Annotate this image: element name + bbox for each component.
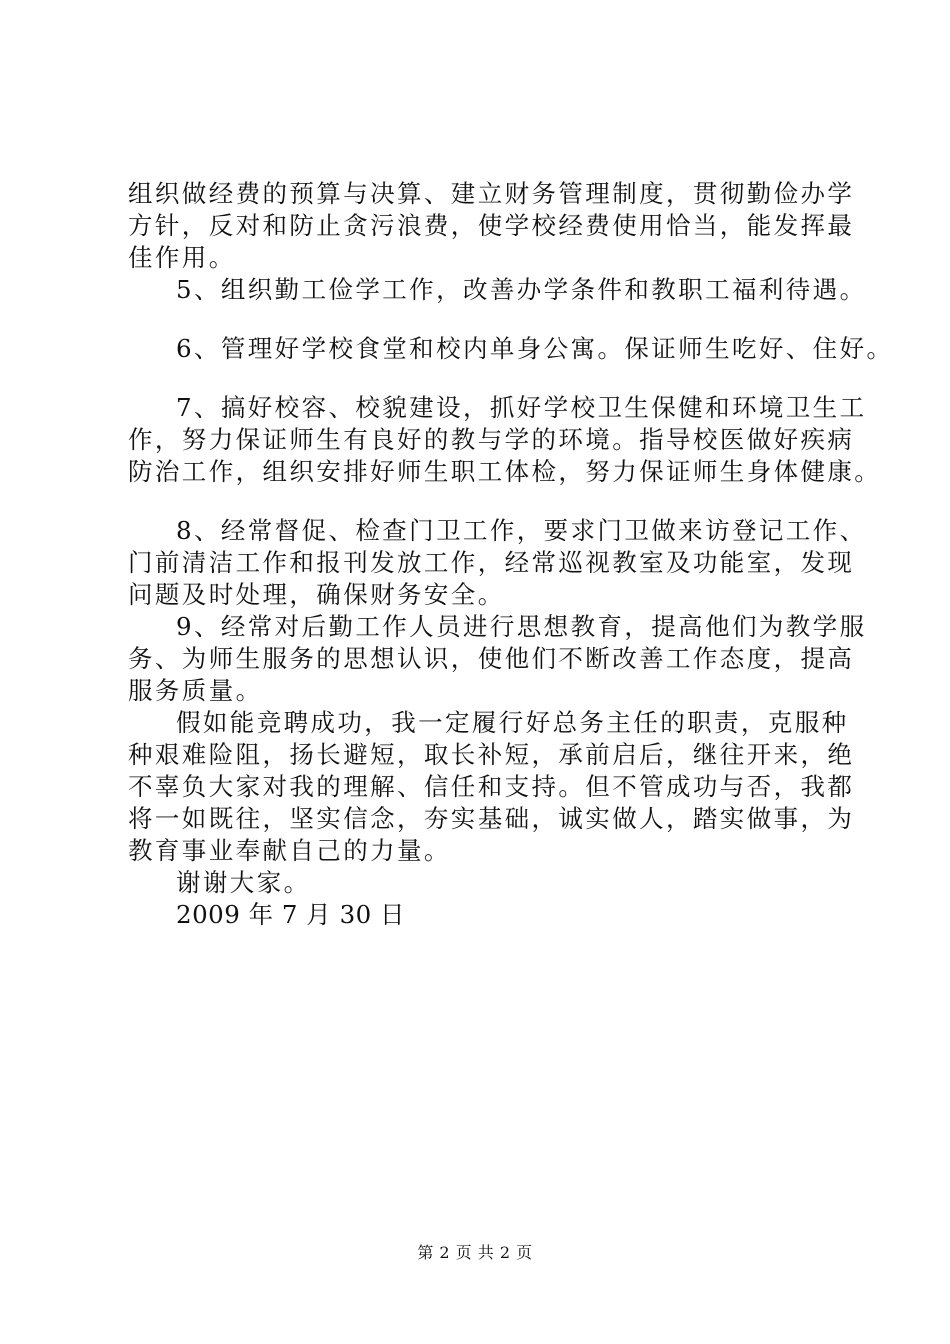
page-number-footer: 第 2 页 共 2 页 <box>417 1243 533 1262</box>
text-line: 门前清洁工作和报刊发放工作，经常巡视教室及功能室，发现 <box>128 548 855 577</box>
text-line: 方针，反对和防止贪污浪费，使学校经费使用恰当，能发挥最 <box>128 211 855 240</box>
text-line: 9、经常对后勤工作人员进行思想教育，提高他们为教学服 <box>176 612 867 641</box>
date-line: 2009 年 7 月 30 日 <box>176 900 406 929</box>
text-line: 作，努力保证师生有良好的教与学的环境。指导校医做好疾病 <box>128 425 855 454</box>
text-line: 5、组织勤工俭学工作，改善办学条件和教职工福利待遇。 <box>176 275 867 304</box>
text-line: 7、搞好校容、校貌建设，抓好学校卫生保健和环境卫生工 <box>176 393 867 422</box>
text-line: 组织做经费的预算与决算、建立财务管理制度，贯彻勤俭办学 <box>128 179 855 208</box>
closing-line: 谢谢大家。 <box>176 868 311 897</box>
text-line: 教育事业奉献自己的力量。 <box>128 836 451 865</box>
text-line: 问题及时处理，确保财务安全。 <box>128 580 505 609</box>
text-line: 种艰难险阻，扬长避短，取长补短，承前启后，继往开来，绝 <box>128 740 855 769</box>
text-line: 6、管理好学校食堂和校内单身公寓。保证师生吃好、住好。 <box>176 334 894 363</box>
text-line: 防治工作，组织安排好师生职工体检，努力保证师生身体健康。 <box>128 457 882 486</box>
text-line: 佳作用。 <box>128 243 236 272</box>
text-line: 假如能竞聘成功，我一定履行好总务主任的职责，克服种 <box>176 708 849 737</box>
text-line: 不辜负大家对我的理解、信任和支持。但不管成功与否，我都 <box>128 772 855 801</box>
text-line: 务、为师生服务的思想认识，使他们不断改善工作态度，提高 <box>128 644 855 673</box>
text-line: 8、经常督促、检查门卫工作，要求门卫做来访登记工作、 <box>176 516 867 545</box>
text-line: 服务质量。 <box>128 676 263 705</box>
text-line: 将一如既往，坚实信念，夯实基础，诚实做人，踏实做事，为 <box>128 804 855 833</box>
